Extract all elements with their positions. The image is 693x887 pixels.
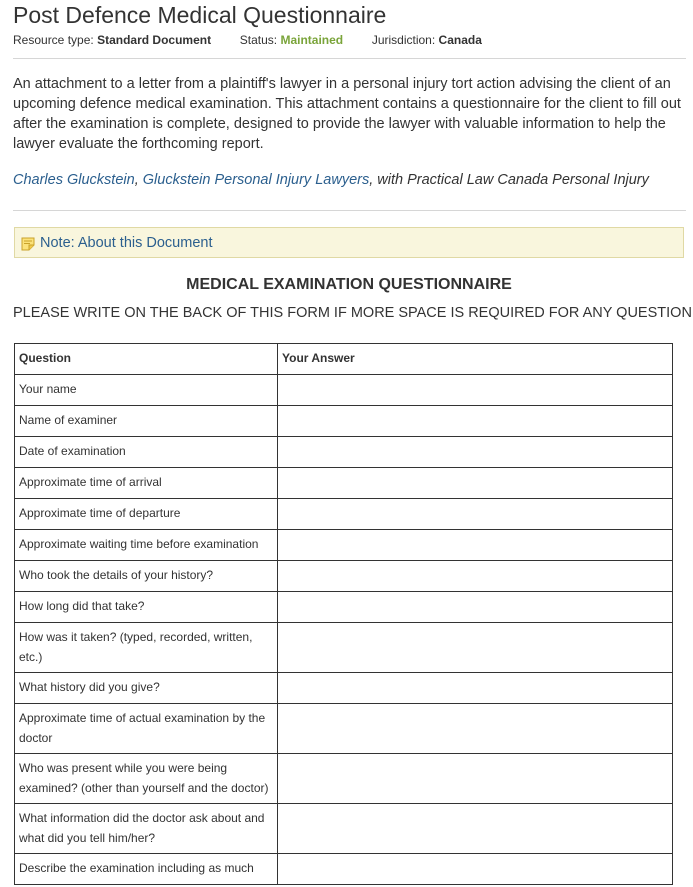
question-cell: Describe the examination including as much <box>15 854 278 885</box>
answer-cell <box>278 468 673 499</box>
divider <box>13 58 686 59</box>
question-cell: Your name <box>15 375 278 406</box>
question-cell: How long did that take? <box>15 592 278 623</box>
table-row <box>15 468 673 499</box>
answer-cell <box>278 499 673 530</box>
question-cell: Name of examiner <box>15 406 278 437</box>
answer-cell <box>278 375 673 406</box>
column-header-answer: Your Answer <box>278 344 673 375</box>
table-row <box>15 499 673 530</box>
resource-type-value: Standard Document <box>97 33 212 47</box>
table-row <box>15 375 673 406</box>
table-header-row <box>15 344 673 375</box>
table-row <box>15 592 673 623</box>
resource-type-label: Resource type: <box>13 33 94 47</box>
table-row <box>15 406 673 437</box>
table-row <box>15 623 673 673</box>
author-line <box>13 172 649 188</box>
author-link-firm[interactable]: Gluckstein Personal Injury Lawyers <box>142 172 370 188</box>
divider <box>13 210 686 211</box>
author-separator: , <box>134 172 143 188</box>
question-cell: Who took the details of your history? <box>15 561 278 592</box>
table-row <box>15 530 673 561</box>
status-badge: Maintained <box>280 33 344 47</box>
column-header-question: Question <box>15 344 278 375</box>
table-row <box>15 437 673 468</box>
author-link-gluckstein[interactable]: Charles Gluckstein <box>13 172 135 188</box>
answer-cell <box>278 754 673 804</box>
question-cell: Approximate time of arrival <box>15 468 278 499</box>
questionnaire-table <box>14 343 673 885</box>
table-row <box>15 704 673 754</box>
table-row <box>15 804 673 854</box>
question-cell: Approximate time of departure <box>15 499 278 530</box>
answer-cell <box>278 854 673 885</box>
jurisdiction-value: Canada <box>438 33 482 47</box>
question-cell: Approximate waiting time before examination <box>15 530 278 561</box>
answer-cell <box>278 530 673 561</box>
question-cell: Approximate time of actual examination by the doctor <box>15 704 278 754</box>
answer-cell <box>278 592 673 623</box>
jurisdiction-label: Jurisdiction: <box>371 33 436 47</box>
table-row <box>15 854 673 885</box>
document-instruction: PLEASE WRITE ON THE BACK OF THIS FORM IF MORE SPACE IS REQUIRED FOR ANY QUESTION <box>13 305 692 321</box>
note-icon <box>21 237 36 251</box>
answer-cell <box>278 406 673 437</box>
question-cell: Who was present while you were being examined? (other than yourself and the doctor) <box>15 754 278 804</box>
question-cell: What information did the doctor ask about and what did you tell him/her? <box>15 804 278 854</box>
question-cell: How was it taken? (typed, recorded, written, etc.) <box>15 623 278 673</box>
table-row <box>15 673 673 704</box>
resource-meta <box>13 33 482 47</box>
answer-cell <box>278 673 673 704</box>
table-row <box>15 561 673 592</box>
note-about-document[interactable] <box>14 227 684 258</box>
answer-cell <box>278 623 673 673</box>
page-title: Post Defence Medical Questionnaire <box>13 2 387 28</box>
answer-cell <box>278 704 673 754</box>
author-suffix: , with Practical Law Canada Personal Injury <box>369 172 649 188</box>
answer-cell <box>278 804 673 854</box>
status-label: Status: <box>239 33 278 47</box>
question-cell: Date of examination <box>15 437 278 468</box>
note-label: Note: About this Document <box>40 235 213 251</box>
question-cell: What history did you give? <box>15 673 278 704</box>
table-row <box>15 754 673 804</box>
document-summary: An attachment to a letter from a plaintiff's lawyer in a personal injury tort action advising the client of an upcoming defence medical examination. This attachment contains a questionnaire for the client to fill out after the examination is complete, designed to provide the lawyer with valuable information to help the lawyer evaluate the forthcoming report. <box>13 76 681 152</box>
answer-cell <box>278 561 673 592</box>
document-heading: MEDICAL EXAMINATION QUESTIONNAIRE <box>186 276 512 293</box>
answer-cell <box>278 437 673 468</box>
